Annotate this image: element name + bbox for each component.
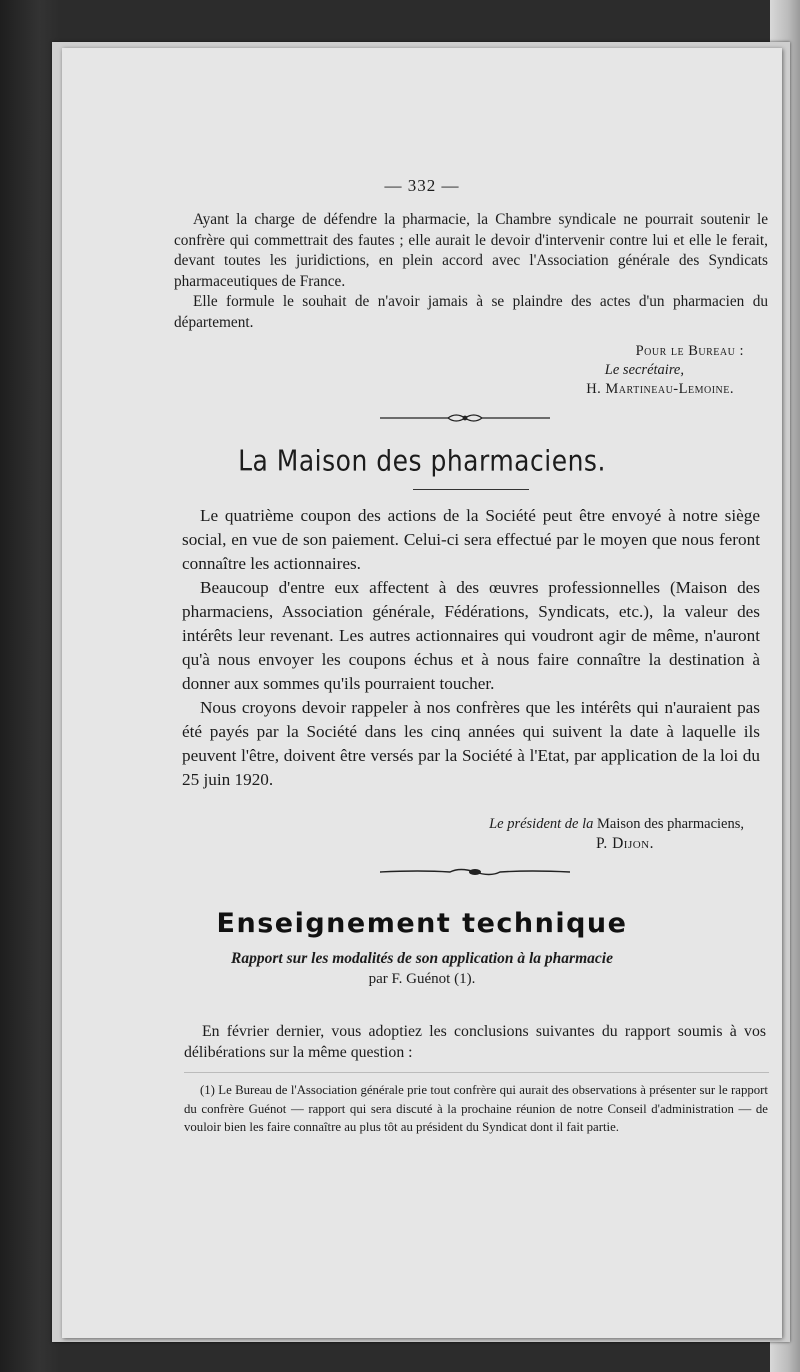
paragraph: Ayant la charge de défendre la pharmacie, la Chambre syndicale ne pourrait soutenir le confrère qui commettrait des fautes ; elle aurait le devoir d'intervenir contre lui et elle le ferait, devant toutes les juridictions, en plein accord avec l'Association générale des Syndicats pharmaceutiques de France. xyxy=(174,211,768,290)
paragraph: En février dernier, vous adoptiez les conclusions suivantes du rapport soumis à vos délibérations sur la même question : xyxy=(184,1023,766,1061)
paragraph: Elle formule le souhait de n'avoir jamais à se plaindre des actes d'un pharmacien du département. xyxy=(174,293,768,331)
signature-org: Maison des pharmaciens, xyxy=(597,816,744,832)
signature-role: Le secrétaire, xyxy=(604,362,684,378)
paragraph: Le quatrième coupon des actions de la Société peut être envoyé à notre siège social, en vue de son paiement. Celui-ci sera effectué par le moyen que nous feront connaître les actionnaires. xyxy=(182,506,760,573)
signature-line xyxy=(489,814,744,834)
footnote xyxy=(184,1081,768,1137)
page-number: — 332 — xyxy=(384,176,460,195)
section2-signature xyxy=(489,814,744,854)
footnote-text: (1) Le Bureau de l'Association générale prie tout confrère qui aurait des observations à présenter sur le rapport du confrère Guénot — rapport qui sera discuté à la prochaine réunion de notre Conseil d'administration — de vouloir bien les faire connaître au plus tôt au président du Syndicat dont il fait partie. xyxy=(184,1083,768,1134)
ornament-divider xyxy=(380,411,550,425)
footnote-rule xyxy=(184,1072,769,1073)
heading-underline xyxy=(413,489,529,490)
section1-signature xyxy=(586,342,744,399)
paragraph: Beaucoup d'entre eux affectent à des œuvres professionnelles (Maison des pharmaciens, Association générale, Fédérations, Syndicats, etc.), la valeur des intérêts leur revenant. Les autres actionnaires qui voudront agir de même, n'auront qu'à nous envoyer les coupons échus et à nous faire connaître la destination à donner aux sommes qu'ils pourraient toucher. xyxy=(182,578,760,693)
section1-body xyxy=(174,210,768,333)
byline xyxy=(62,971,782,988)
paragraph: Nous croyons devoir rappeler à nos confrères que les intérêts qui n'auraient pas été payés par la Société dans les cinq années qui suivent la date à laquelle ils peuvent l'être, doivent être versés par la Société à l'Etat, par application de la loi du 25 juin 1920. xyxy=(182,698,760,789)
section-subtitle: Rapport sur les modalités de son application à la pharmacie xyxy=(231,950,613,967)
ornament-divider xyxy=(380,866,570,878)
section-heading: Enseignement technique xyxy=(216,908,628,939)
signature-role: Le président de la xyxy=(489,816,594,832)
byline-text: par F. Guénot (1). xyxy=(368,971,476,987)
section3-body xyxy=(184,1021,766,1063)
document-page xyxy=(62,48,782,1338)
signature-name: H. Martineau-Lemoine. xyxy=(586,381,734,397)
signature-name: P. Dijon. xyxy=(595,835,654,852)
signature-line: Pour le Bureau : xyxy=(635,343,744,359)
section-heading: La Maison des pharmaciens. xyxy=(238,443,606,478)
section2-body xyxy=(182,504,760,792)
